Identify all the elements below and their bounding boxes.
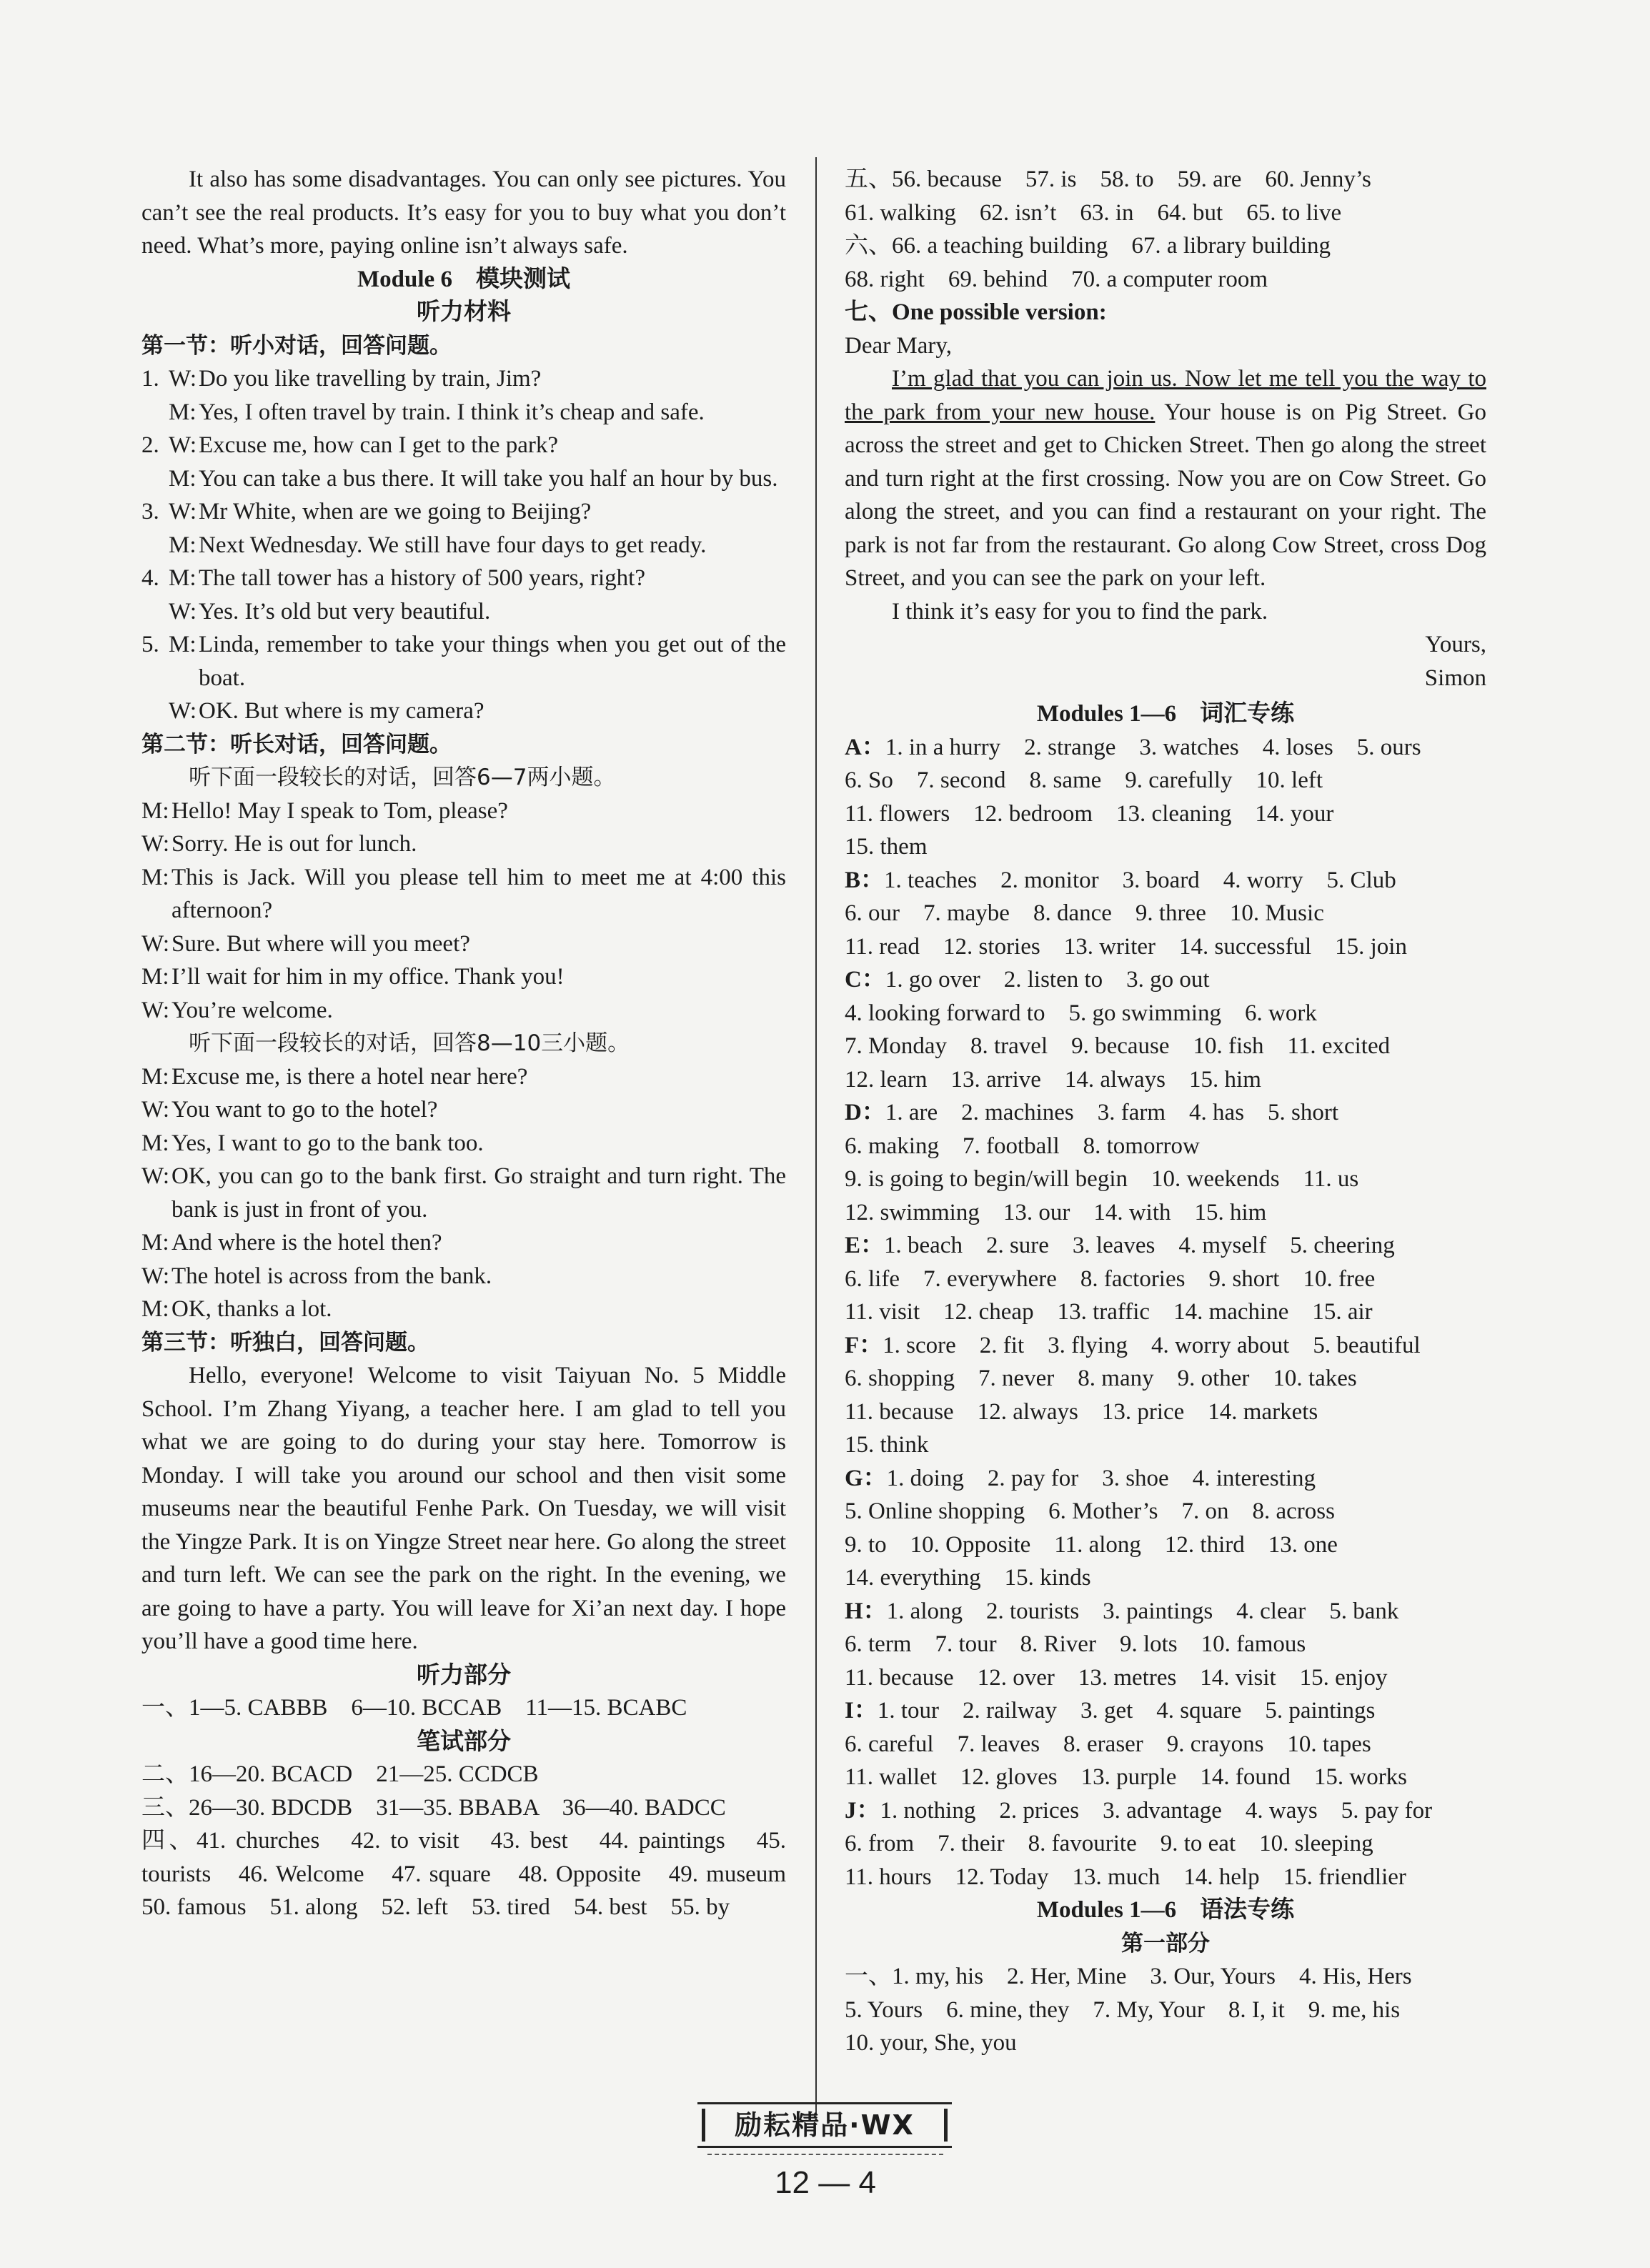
- vocab-group: H：1. along 2. tourists 3. paintings 4. clear 5. bank 6. term 7. tour 8. River 9. lots 10. famous 11. because 12. over 13. metres 14. visit 15. enjoy: [845, 1598, 1399, 1691]
- letter-paragraph: [845, 362, 1486, 595]
- section3-title: 第三节：听独白，回答问题。: [141, 1329, 429, 1356]
- short-dialog: 5. M: Linda, remember to take your things when you get out of the boat. W: OK. But where is my camera?: [141, 632, 786, 724]
- short-dialogs: [141, 362, 786, 728]
- vocab-answers: [845, 731, 1486, 1894]
- right-column: [845, 163, 1486, 2060]
- answers-section6: 六、66. a teaching building 67. a library building: [845, 233, 1331, 259]
- letter-topic-sentence: I’m glad that you can join us. Now let me tell you the way to the park from your new house.: [845, 366, 1486, 425]
- written-part-heading: 笔试部分: [417, 1726, 511, 1755]
- answers-section2: 二、16—20. BCACD 21—25. CCDCB: [141, 1761, 539, 1787]
- vocab-group: G：1. doing 2. pay for 3. shoe 4. interesting 5. Online shopping 6. Mother’s 7. on 8. across 9. to 10. Opposite 11. along 12. third 13. one 14. everything 15. kinds: [845, 1465, 1338, 1591]
- section2-title: 第二节：听长对话，回答问题。: [141, 731, 452, 757]
- letter-signature: Simon: [1424, 665, 1486, 691]
- vocab-group: I：1. tour 2. railway 3. get 4. square 5. paintings 6. careful 7. leaves 8. eraser 9. crayons 10. tapes 11. wallet 12. gloves 13. purple 14. found 15. works: [845, 1698, 1408, 1790]
- letter-body: Your house is on Pig Street. Go across the street and get to Chicken Street. Then go along the street and turn right at the first crossing. Now you are on Cow Street. Go along the street, and you can find a restaurant on your right. The park is not far from the restaurant. Go along Cow Street, cross Dog Street, and you can see the park on your left.: [845, 399, 1486, 591]
- vocab-group: D：1. are 2. machines 3. farm 4. has 5. short 6. making 7. football 8. tomorrow 9. is going to begin/will begin 10. weekends 11. us 12. swimming 13. our 14. with 15. him: [845, 1100, 1359, 1225]
- answers-section6-cont: 68. right 69. behind 70. a computer room: [845, 266, 1268, 292]
- monologue: Hello, everyone! Welcome to visit Taiyuan No. 5 Middle School. I’m Zhang Yiyang, a teacher here. I am glad to tell you what we are going to do during your stay here. Tomorrow is Monday. I will take you around our school and then visit some museums near the beautiful Fenhe Park. On Tuesday, we will visit the Yingze Park. It is on Yingze Street near here. Go along the street and turn left. We can see the park on the right. In the evening, we are going to have a party. You will leave for Xi’an next day. I hope you’ll have a good time here.: [141, 1363, 786, 1654]
- listening-part-heading: 听力部分: [417, 1660, 511, 1688]
- section7-title: 七、One possible version:: [845, 299, 1107, 325]
- page-number: 12 — 4: [775, 2165, 876, 2200]
- answers-section3: 三、26—30. BDCDB 31—35. BBABA 36—40. BADCC: [141, 1794, 726, 1821]
- answers-section4: 四、41. churches 42. to visit 43. best 44. paintings 45. tourists 46. Welcome 47. square 48. Opposite 49. museum 50. famous 51. along 52. left 53. tired 54. best 55. by: [141, 1828, 810, 1920]
- listening-material-heading: 听力材料: [417, 299, 511, 325]
- left-column: [141, 163, 810, 1924]
- letter-sign-off: Yours,: [1425, 632, 1486, 657]
- grammar-line: 5. Yours 6. mine, they 7. My, Your 8. I, it 9. me, his: [845, 1996, 1401, 2023]
- vocab-group: A：1. in a hurry 2. strange 3. watches 4. loses 5. ours 6. So 7. second 8. same 9. carefully 10. left 11. flowers 12. bedroom 13. cleaning 14. your 15. them: [845, 734, 1421, 860]
- long-dialog-2: M: Excuse me, is there a hotel near here? W: You want to go to the hotel? M: Yes, I want to go to the bank too. W: OK, you can go to the bank first. Go straight and turn right. The bank is just in front of you. M: And where is the hotel then? W: The hotel is across from the bank. M: OK, thanks a lot.: [141, 1063, 786, 1322]
- grammar-line: 一、1. my, his 2. Her, Mine 3. Our, Yours 4. His, Hers: [845, 1964, 1412, 1989]
- column-divider: [815, 157, 817, 2115]
- short-dialog: 3. W: Mr White, when are we going to Beijing? M: Next Wednesday. We still have four days to get ready.: [141, 499, 707, 558]
- short-dialog: 1. W: Do you like travelling by train, Jim? M: Yes, I often travel by train. I think it’s cheap and safe.: [141, 366, 705, 425]
- answers-section5-cont: 61. walking 62. isn’t 63. in 64. but 65. to live: [845, 199, 1342, 226]
- long-dialog-1: M: Hello! May I speak to Tom, please? W: Sorry. He is out for lunch. M: This is Jack. Will you please tell him to meet me at 4:00 this afternoon? W: Sure. But where will you meet? M: I’ll wait for him in my office. Thank you! W: You’re welcome.: [141, 797, 786, 1023]
- vocab-group: F：1. score 2. fit 3. flying 4. worry about 5. beautiful 6. shopping 7. never 8. many 9. other 10. takes 11. because 12. always 13. price 14. markets 15. think: [845, 1332, 1421, 1458]
- long-dialog1-intro: 听下面一段较长的对话，回答6—7两小题。: [189, 765, 616, 790]
- module-title: Module 6 模块测试: [357, 266, 570, 292]
- grammar-title: Modules 1—6 语法专练: [1036, 1897, 1295, 1923]
- footer-brand-logo: 励耘精品·WX: [697, 2102, 952, 2148]
- answers-section1: 一、1—5. CABBB 6—10. BCCAB 11—15. BCABC: [141, 1695, 687, 1721]
- letter-closing: I think it’s easy for you to find the park.: [892, 598, 1268, 625]
- letter-salutation: Dear Mary,: [845, 332, 952, 359]
- footer-dashed-rule: [707, 2154, 943, 2155]
- vocab-group: B：1. teaches 2. monitor 3. board 4. worry 5. Club 6. our 7. maybe 8. dance 9. three 10. Music 11. read 12. stories 13. writer 14. successful 15. join: [845, 867, 1407, 960]
- grammar-part-heading: 第一部分: [1121, 1930, 1210, 1956]
- vocab-group: J：1. nothing 2. prices 3. advantage 4. ways 5. pay for 6. from 7. their 8. favourite 9. to eat 10. sleeping 11. hours 12. Today 13. much 14. help 15. friendlier: [845, 1797, 1433, 1890]
- grammar-line: 10. your, She, you: [845, 2030, 1017, 2056]
- intro-paragraph: It also has some disadvantages. You can only see pictures. You can’t see the real products. It’s easy for you to buy what you don’t need. What’s more, paying online isn’t always safe.: [141, 166, 786, 259]
- short-dialog: 4. M: The tall tower has a history of 500 years, right? W: Yes. It’s old but very beautiful.: [141, 565, 645, 625]
- vocab-group: C：1. go over 2. listen to 3. go out 4. looking forward to 5. go swimming 6. work 7. Monday 8. travel 9. because 10. fish 11. excited 12. learn 13. arrive 14. always 15. him: [845, 967, 1391, 1093]
- short-dialog: 2. W: Excuse me, how can I get to the park? M: You can take a bus there. It will take you half an hour by bus.: [141, 432, 778, 492]
- vocab-group: E：1. beach 2. sure 3. leaves 4. myself 5. cheering 6. life 7. everywhere 8. factories 9. short 10. free 11. visit 12. cheap 13. traffic 14. machine 15. air: [845, 1233, 1395, 1325]
- long-dialog2-intro: 听下面一段较长的对话，回答8—10三小题。: [189, 1030, 630, 1056]
- answers-section5: 五、56. because 57. is 58. to 59. are 60. Jenny’s: [845, 166, 1371, 192]
- section1-title: 第一节：听小对话，回答问题。: [141, 332, 452, 359]
- vocab-title: Modules 1—6 词汇专练: [1036, 701, 1295, 727]
